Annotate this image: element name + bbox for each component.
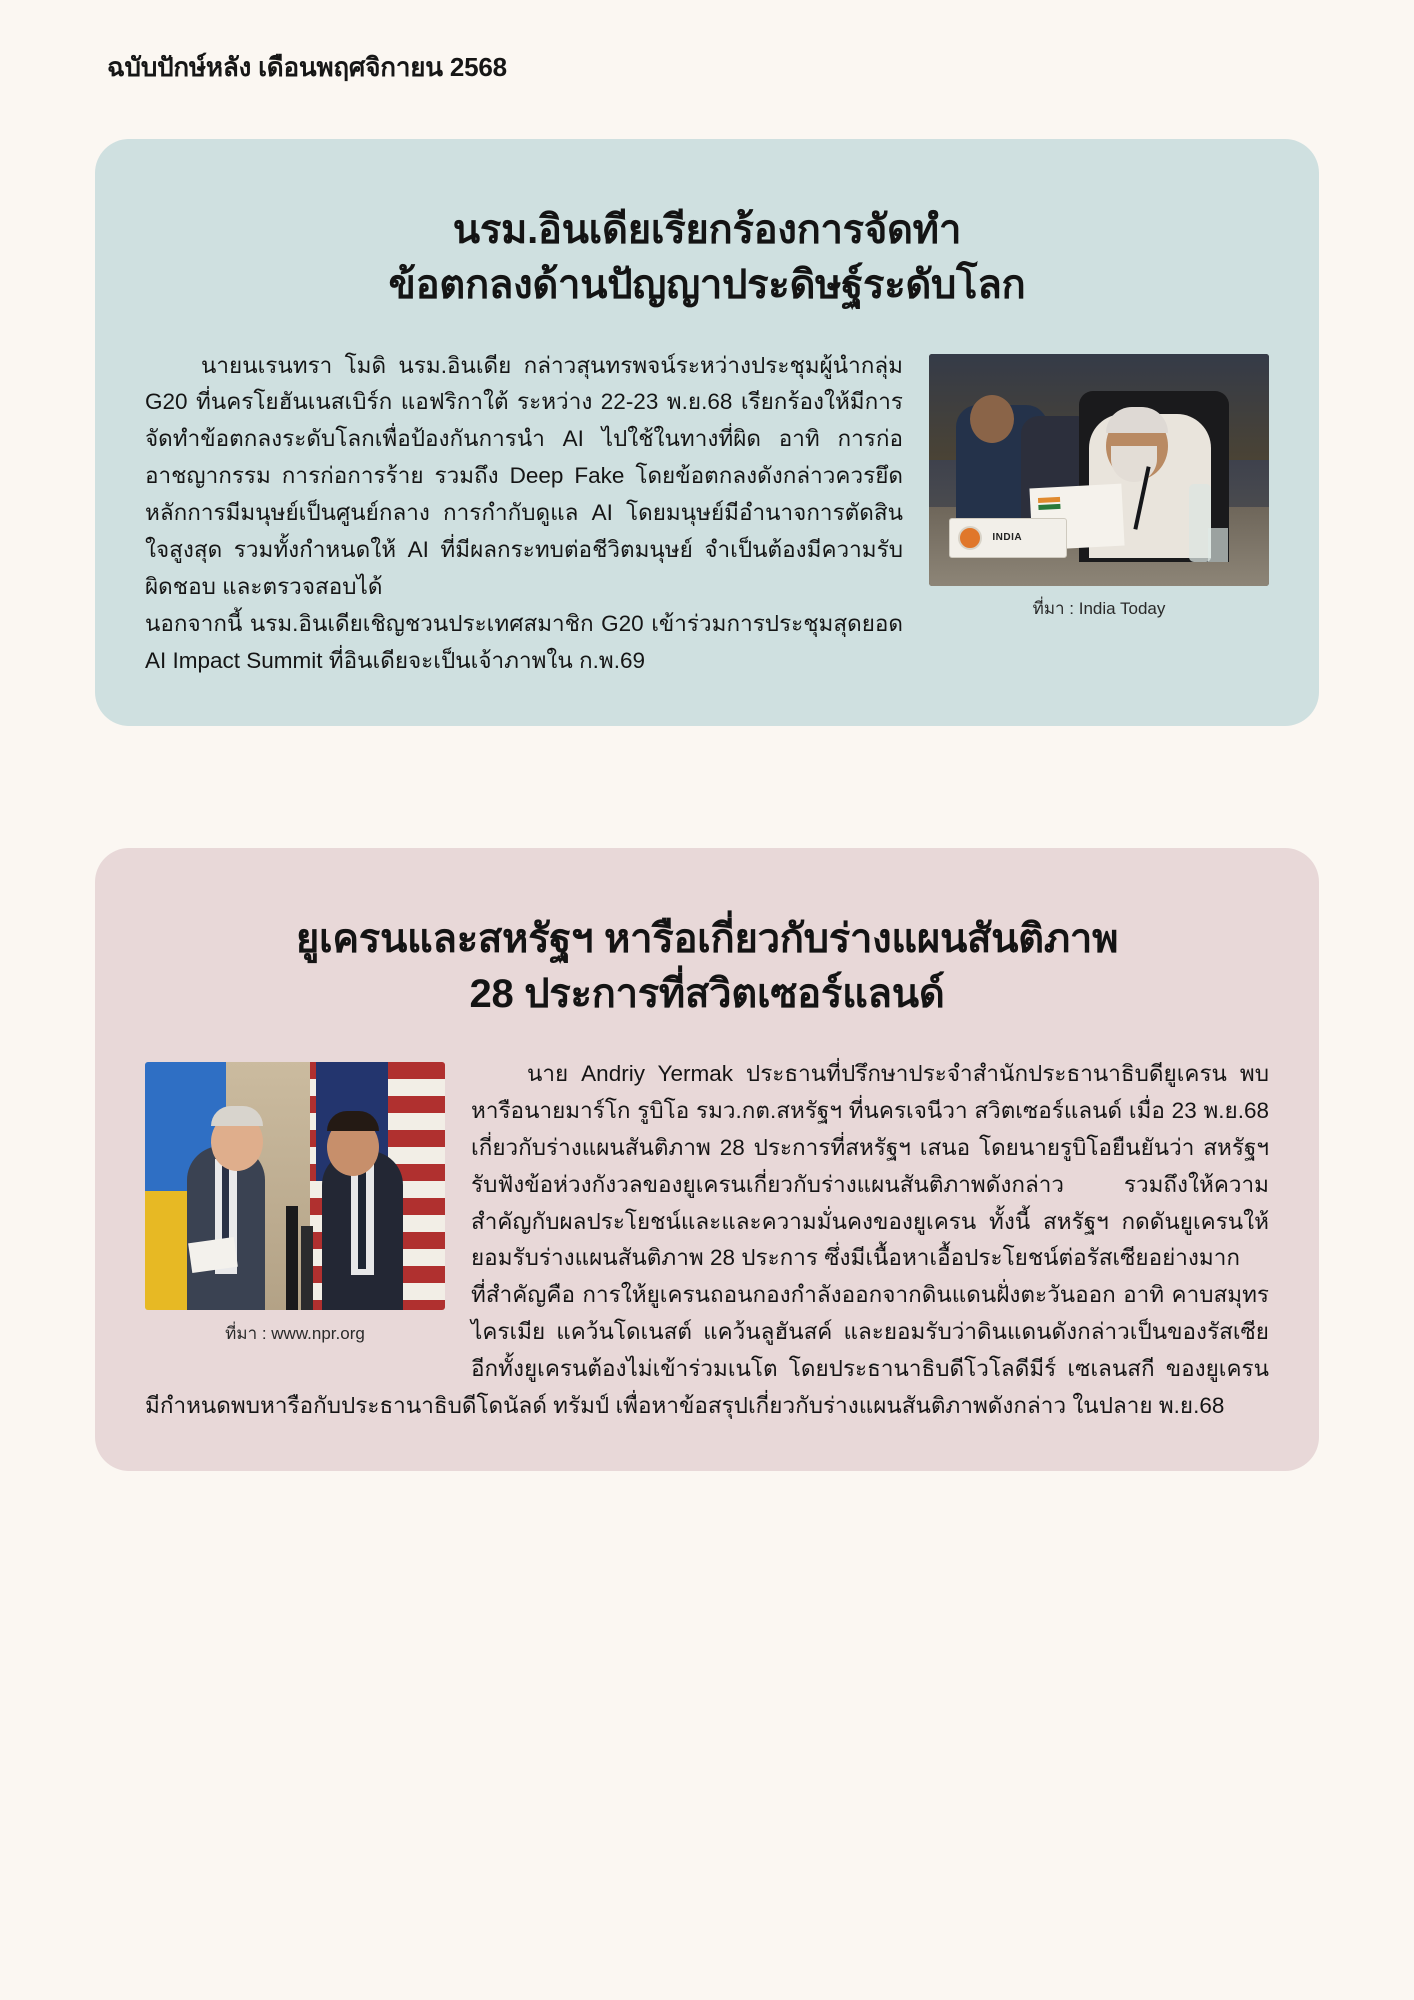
article-title-line-2: 28 ประการที่สวิตเซอร์แลนด์ — [469, 971, 945, 1016]
article-figure — [145, 1062, 445, 1348]
article-title — [145, 912, 1269, 1022]
article-paragraph-2: ที่สำคัญคือ การให้ยูเครนถอนกองกำลังออกจากดินแดนฝั่งตะวันออก อาทิ คาบสมุทรไครเมีย แคว้นโดเนสต์ แคว้นลูฮันสค์ และยอมรับว่าดินแดนดังกล่าวเป็นของรัสเซีย อีกทั้งยูเครนต้องไม่เข้าร่วมเนโต โดยประธานาธิบดีโวโลดีมีร์ เซเลนสกี ของยูเครน มีกำหนดพบหารือกับประธานาธิบดีโดนัลด์ ทรัมป์ เพื่อหาข้อสรุปเกี่ยวกับร่างแผนสันติภาพดังกล่าว ในปลาย พ.ย.68 — [145, 1282, 1269, 1418]
photo-ukraine-us-officials — [145, 1062, 445, 1310]
article-paragraph-1: นายนเรนทรา โมดิ นรม.อินเดีย กล่าวสุนทรพจน์ระหว่างประชุมผู้นำกลุ่ม G20 ที่นครโยฮันเนสเบิร์ก แอฟริกาใต้ ระหว่าง 22-23 พ.ย.68 เรียกร้องให้มีการจัดทำข้อตกลงระดับโลกเพื่อป้องกันการนำ AI ไปใช้ในทางที่ผิด อาทิ การก่ออาชญากรรม การก่อการร้าย รวมถึง Deep Fake โดยข้อตกลงดังกล่าวควรยึดหลักการมีมนุษย์เป็นศูนย์กลาง การกำกับดูแล AI โดยมนุษย์มีอำนาจการตัดสินใจสูงสุด รวมทั้งกำหนดให้ AI ที่มีผลกระทบต่อชีวิตมนุษย์ จำเป็นต้องมีความรับผิดชอบ และตรวจสอบได้ — [145, 352, 903, 599]
article-card-ukraine-peace-plan — [95, 848, 1319, 1471]
article-title — [145, 203, 1269, 313]
photo-caption: ที่มา : www.npr.org — [225, 1323, 365, 1343]
photo-caption: ที่มา : India Today — [1032, 598, 1166, 618]
article-figure — [929, 354, 1269, 623]
article-card-india-ai — [95, 139, 1319, 725]
article-body — [145, 1056, 1269, 1425]
issue-header: ฉบับปักษ์หลัง เดือนพฤศจิกายน 2568 — [107, 52, 507, 82]
article-paragraph-2: นอกจากนี้ นรม.อินเดียเชิญชวนประเทศสมาชิก G20 เข้าร่วมการประชุมสุดยอด AI Impact Summit ที่อินเดียจะเป็นเจ้าภาพใน ก.พ.69 — [145, 610, 903, 673]
article-title-line-2: ข้อตกลงด้านปัญญาประดิษฐ์ระดับโลก — [388, 263, 1026, 308]
article-title-line-1: ยูเครนและสหรัฐฯ หารือเกี่ยวกับร่างแผนสันติภาพ — [295, 916, 1119, 961]
article-body — [145, 348, 1269, 680]
article-paragraph-1: นาย Andriy Yermak ประธานที่ปรึกษาประจำสำนักประธานาธิบดียูเครน พบหารือนายมาร์โก รูบิโอ รมว.กต.สหรัฐฯ ที่นครเจนีวา สวิตเซอร์แลนด์ เมื่อ 23 พ.ย.68 เกี่ยวกับร่างแผนสันติภาพ 28 ประการที่สหรัฐฯ เสนอ โดยนายรูบิโอยืนยันว่า สหรัฐฯ รับฟังข้อห่วงกังวลของยูเครนเกี่ยวกับร่างแผนสันติภาพดังกล่าว รวมถึงให้ความสำคัญกับผลประโยชน์และและความมั่นคงของยูเครน ทั้งนี้ สหรัฐฯ กดดันยูเครนให้ยอมรับร่างแผนสันติภาพ 28 ประการ ซึ่งมีเนื้อหาเอื้อประโยชน์ต่อรัสเซียอย่างมาก — [471, 1060, 1269, 1271]
photo-modi-g20: INDIA — [929, 354, 1269, 586]
article-title-line-1: นรม.อินเดียเรียกร้องการจัดทำ — [452, 208, 962, 253]
